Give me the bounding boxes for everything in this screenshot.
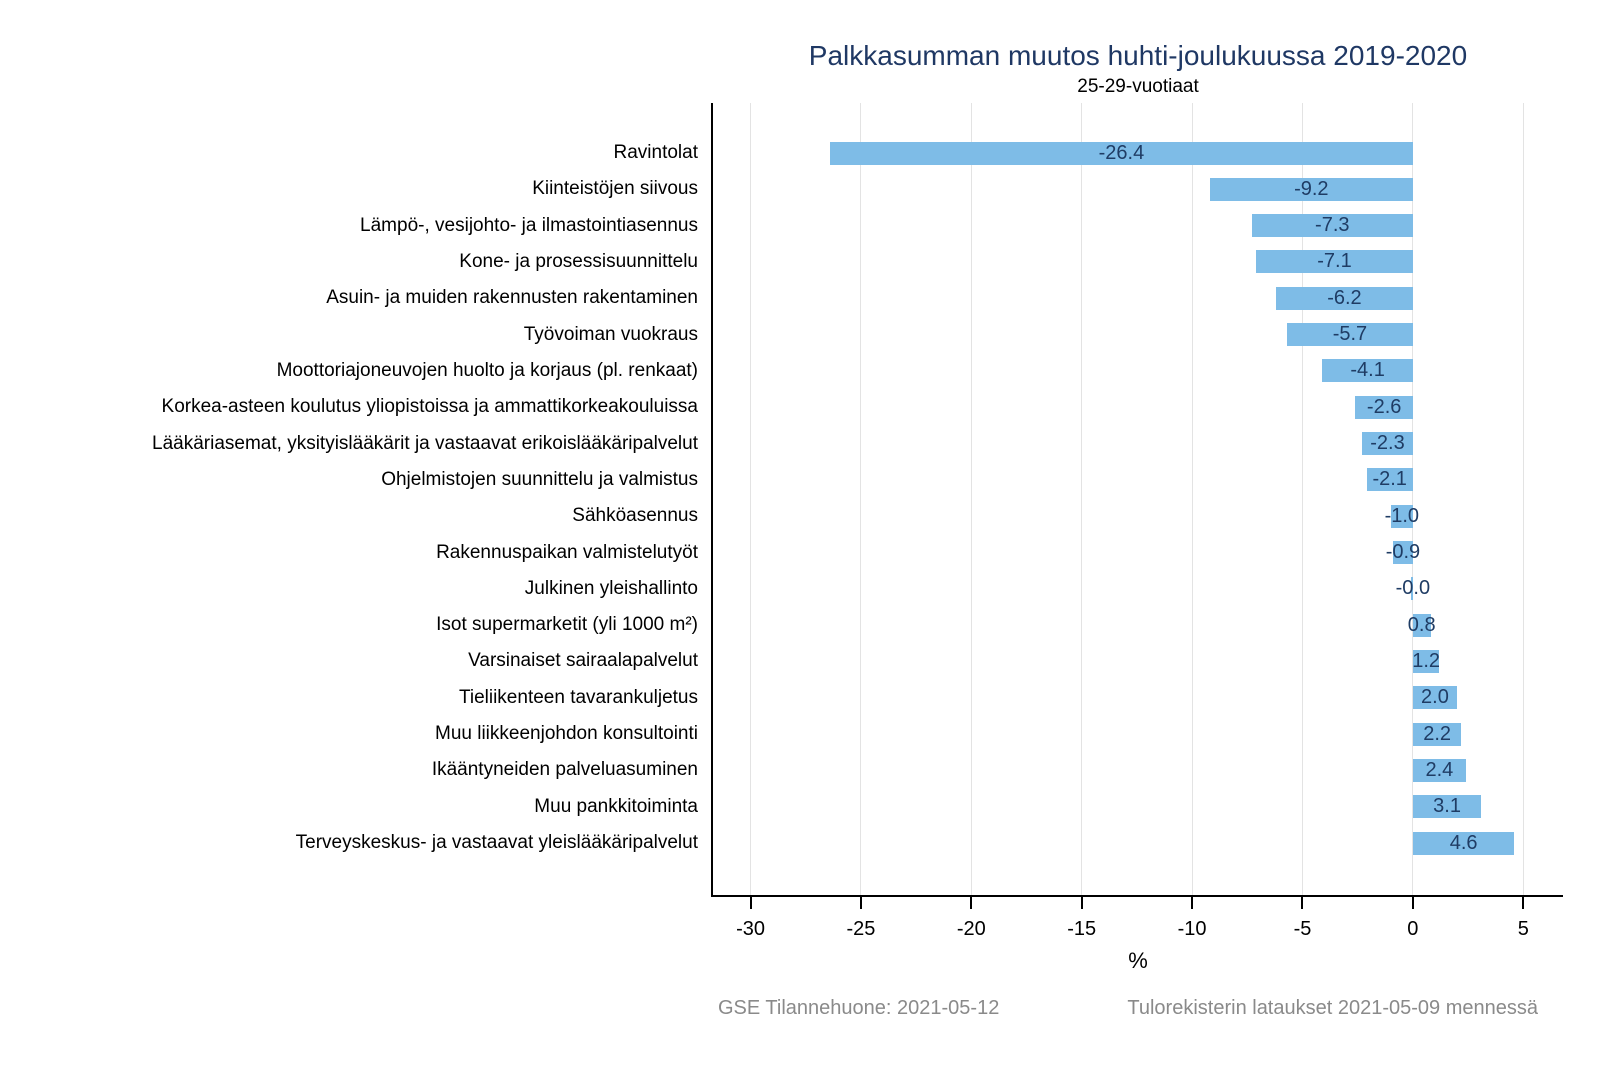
category-label: Tieliikenteen tavarankuljetus — [458, 686, 698, 708]
x-gridline — [1081, 103, 1082, 895]
x-tick — [750, 897, 752, 909]
bar-value-label: -4.1 — [1350, 359, 1385, 382]
bar-value-label: 4.6 — [1449, 831, 1478, 854]
bar-value-label: 3.1 — [1433, 795, 1461, 818]
category-label: Kone- ja prosessisuunnittelu — [459, 250, 698, 272]
x-gridline — [860, 103, 861, 895]
x-tick — [1191, 897, 1193, 909]
bar-value-label: -0.9 — [1385, 541, 1421, 564]
x-gridline — [1192, 103, 1193, 895]
chart-title: Palkkasumman muutos huhti-joulukuussa 2019-2020 — [808, 40, 1468, 71]
bar-value-label: 2.0 — [1421, 686, 1449, 709]
x-tick-label: -25 — [846, 918, 876, 940]
x-axis-line — [711, 895, 1563, 897]
category-label: Työvoiman vuokraus — [523, 323, 698, 345]
category-label: Varsinaiset sairaalapalvelut — [468, 650, 698, 672]
x-tick — [860, 897, 862, 909]
bar-value-label: 2.4 — [1425, 758, 1454, 781]
x-gridline — [971, 103, 972, 895]
footer-data-note: Tulorekisterin lataukset 2021-05-09 mennessä — [1127, 997, 1538, 1019]
bar-value-label: 2.2 — [1423, 722, 1452, 745]
category-label: Kiinteistöjen siivous — [532, 178, 698, 200]
x-tick-label: -30 — [736, 918, 765, 940]
category-label: Lääkäriasemat, yksityislääkärit ja vastaavat erikoislääkäripalvelut — [152, 432, 698, 454]
bar-value-label: -26.4 — [1098, 141, 1145, 164]
bar-value-label: -0.0 — [1395, 577, 1431, 600]
x-tick — [970, 897, 972, 909]
bar-value-label: 0.8 — [1407, 613, 1436, 636]
category-label: Sähköasennus — [572, 505, 698, 527]
x-tick-label: -10 — [1177, 918, 1207, 940]
x-tick — [1081, 897, 1083, 909]
category-label: Isot supermarketit (yli 1000 m²) — [436, 614, 698, 636]
footer-source-note: GSE Tilannehuone: 2021-05-12 — [718, 997, 1000, 1019]
x-tick-label: 0 — [1407, 918, 1419, 940]
x-tick — [1301, 897, 1303, 909]
bar-value-label: -2.6 — [1366, 395, 1402, 418]
x-tick-label: -20 — [956, 918, 986, 940]
category-label: Ravintolat — [613, 142, 698, 163]
category-label: Korkea-asteen koulutus yliopistoissa ja ammattikorkeakouluissa — [161, 396, 698, 418]
chart-subtitle: 25-29-vuotiaat — [1077, 76, 1199, 97]
category-label: Muu liikkeenjohdon konsultointi — [435, 723, 698, 745]
bar-value-label: -2.1 — [1372, 468, 1407, 491]
bar-value-label: -7.1 — [1317, 250, 1352, 273]
x-tick — [1522, 897, 1524, 909]
category-label: Ikääntyneiden palveluasuminen — [431, 759, 698, 781]
bar-value-label: 1.2 — [1412, 649, 1441, 672]
x-gridline — [750, 103, 751, 895]
bar-value-label: -5.7 — [1332, 323, 1368, 346]
category-label: Ohjelmistojen suunnittelu ja valmistus — [381, 468, 698, 490]
y-axis-line — [711, 103, 713, 897]
category-label: Lämpö-, vesijohto- ja ilmastointiasennus — [360, 214, 698, 236]
bar-value-label: -2.3 — [1370, 432, 1405, 455]
x-tick-label: -5 — [1293, 918, 1312, 940]
bar-value-label: -6.2 — [1327, 286, 1362, 309]
x-axis-label: % — [1128, 948, 1148, 973]
category-label: Julkinen yleishallinto — [524, 577, 698, 599]
x-tick-label: 5 — [1517, 918, 1529, 940]
category-label: Terveyskeskus- ja vastaavat yleislääkäripalvelut — [295, 832, 698, 854]
chart-footer — [718, 997, 1538, 1020]
category-label: Asuin- ja muiden rakennusten rakentaminen — [326, 287, 698, 309]
x-gridline — [1523, 103, 1524, 895]
x-tick-label: -15 — [1067, 918, 1097, 940]
bar-value-label: -1.0 — [1384, 504, 1420, 527]
x-tick — [1412, 897, 1414, 909]
category-label: Muu pankkitoiminta — [534, 795, 698, 817]
bar-value-label: -9.2 — [1294, 177, 1329, 200]
bar-value-label: -7.3 — [1315, 214, 1350, 237]
category-label: Rakennuspaikan valmistelutyöt — [436, 541, 698, 563]
category-label: Moottoriajoneuvojen huolto ja korjaus (pl. renkaat) — [276, 359, 698, 381]
